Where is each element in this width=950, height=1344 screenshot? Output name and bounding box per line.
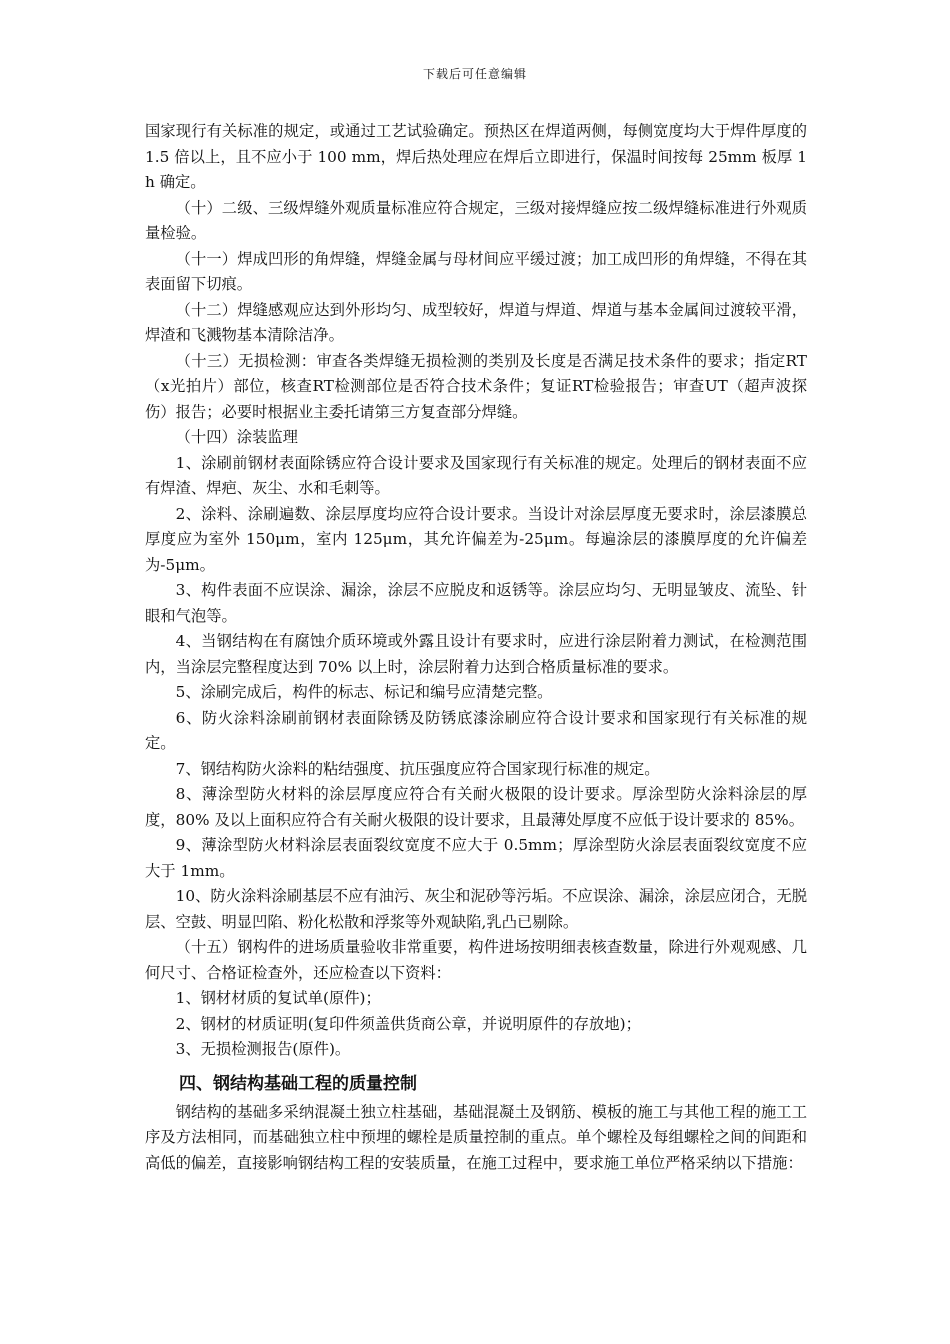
paragraph: 10、防火涂料涂刷基层不应有油污、灰尘和泥砂等污垢。不应误涂、漏涂，涂层应闭合，无脱层、空鼓、明显凹陷、粉化松散和浮浆等外观缺陷,乳凸已剔除。 <box>145 887 807 931</box>
paragraph: 5、涂刷完成后，构件的标志、标记和编号应清楚完整。 <box>175 683 553 701</box>
paragraph: （十二）焊缝感观应达到外形均匀、成型较好，焊道与焊道、焊道与基本金属间过渡较平滑，焊渣和飞溅物基本清除洁净。 <box>145 300 807 344</box>
paragraph: （十五）钢构件的进场质量验收非常重要，构件进场按明细表核查数量，除进行外观观感、几何尺寸、合格证检查外，还应检查以下资料： <box>145 938 807 982</box>
paragraph: 1、钢材材质的复试单(原件)； <box>175 989 381 1007</box>
section-heading: 四、钢结构基础工程的质量控制 <box>179 1073 417 1094</box>
paragraph: 9、薄涂型防火材料涂层表面裂纹宽度不应大于 0.5mm；厚涂型防火涂层表面裂纹宽度不应大于 1mm。 <box>145 836 807 880</box>
paragraph: （十一）焊成凹形的角焊缝，焊缝金属与母材间应平缓过渡；加工成凹形的角焊缝，不得在其表面留下切痕。 <box>145 249 807 293</box>
paragraph-group-inspection <box>145 119 807 1063</box>
paragraph: （十）二级、三级焊缝外观质量标准应符合规定，三级对接焊缝应按二级焊缝标准进行外观质量检验。 <box>145 198 807 242</box>
paragraph: （十三）无损检测：审查各类焊缝无损检测的类别及长度是否满足技术条件的要求；指定RT（x光拍片）部位，核查RT检测部位是否符合技术条件；复证RT检验报告；审查UT（超声波探伤）报告；必要时根据业主委托请第三方复查部分焊缝。 <box>145 351 807 421</box>
paragraph: 6、防火涂料涂刷前钢材表面除锈及防锈底漆涂刷应符合设计要求和国家现行有关标准的规定。 <box>145 708 807 752</box>
document-body <box>145 119 807 1176</box>
paragraph: 3、构件表面不应误涂、漏涂，涂层不应脱皮和返锈等。涂层应均匀、无明显皱皮、流坠、针眼和气泡等。 <box>145 581 807 625</box>
paragraph: 7、钢结构防火涂料的粘结强度、抗压强度应符合国家现行标准的规定。 <box>175 759 660 778</box>
paragraph: 4、当钢结构在有腐蚀介质环境或外露且设计有要求时，应进行涂层附着力测试，在检测范围内，当涂层完整程度达到 70% 以上时，涂层附着力达到合格质量标准的要求。 <box>145 632 807 676</box>
page-header: 下载后可任意编辑 <box>422 67 527 81</box>
paragraph: 钢结构的基础多采纳混凝土独立柱基础，基础混凝土及钢筋、模板的施工与其他工程的施工工序及方法相同，而基础独立柱中预埋的螺栓是质量控制的重点。单个螺栓及每组螺栓之间的间距和高低的偏差，直接影响钢结构工程的安装质量，在施工过程中，要求施工单位严格采纳以下措施： <box>145 1102 807 1172</box>
paragraph: 3、无损检测报告(原件)。 <box>175 1040 351 1058</box>
paragraph: 8、薄涂型防火材料的涂层厚度应符合有关耐火极限的设计要求。厚涂型防火涂料涂层的厚度，80% 及以上面积应符合有关耐火极限的设计要求，且最薄处厚度不应低于设计要求的 85%。 <box>145 785 807 829</box>
paragraph: 2、涂料、涂刷遍数、涂层厚度均应符合设计要求。当设计对涂层厚度无要求时，涂层漆膜总厚度应为室外 150μm，室内 125μm，其允许偏差为-25μm。每遍涂层的漆膜厚度的允许偏差为-5μm。 <box>145 504 807 574</box>
paragraph: 2、钢材的材质证明(复印件须盖供货商公章，并说明原件的存放地)； <box>175 1014 641 1033</box>
paragraph: （十四）涂装监理 <box>175 428 298 446</box>
paragraph: 1、涂刷前钢材表面除锈应符合设计要求及国家现行有关标准的规定。处理后的钢材表面不应有焊渣、焊疤、灰尘、水和毛刺等。 <box>145 453 807 497</box>
paragraph: 国家现行有关标准的规定，或通过工艺试验确定。预热区在焊道两侧，每侧宽度均大于焊件厚度的 1.5 倍以上，且不应小于 100 mm，焊后热处理应在焊后立即进行，保温时间按每 25mm 板厚 1 h 确定。 <box>145 122 807 191</box>
paragraph-group-foundation <box>145 1100 807 1177</box>
